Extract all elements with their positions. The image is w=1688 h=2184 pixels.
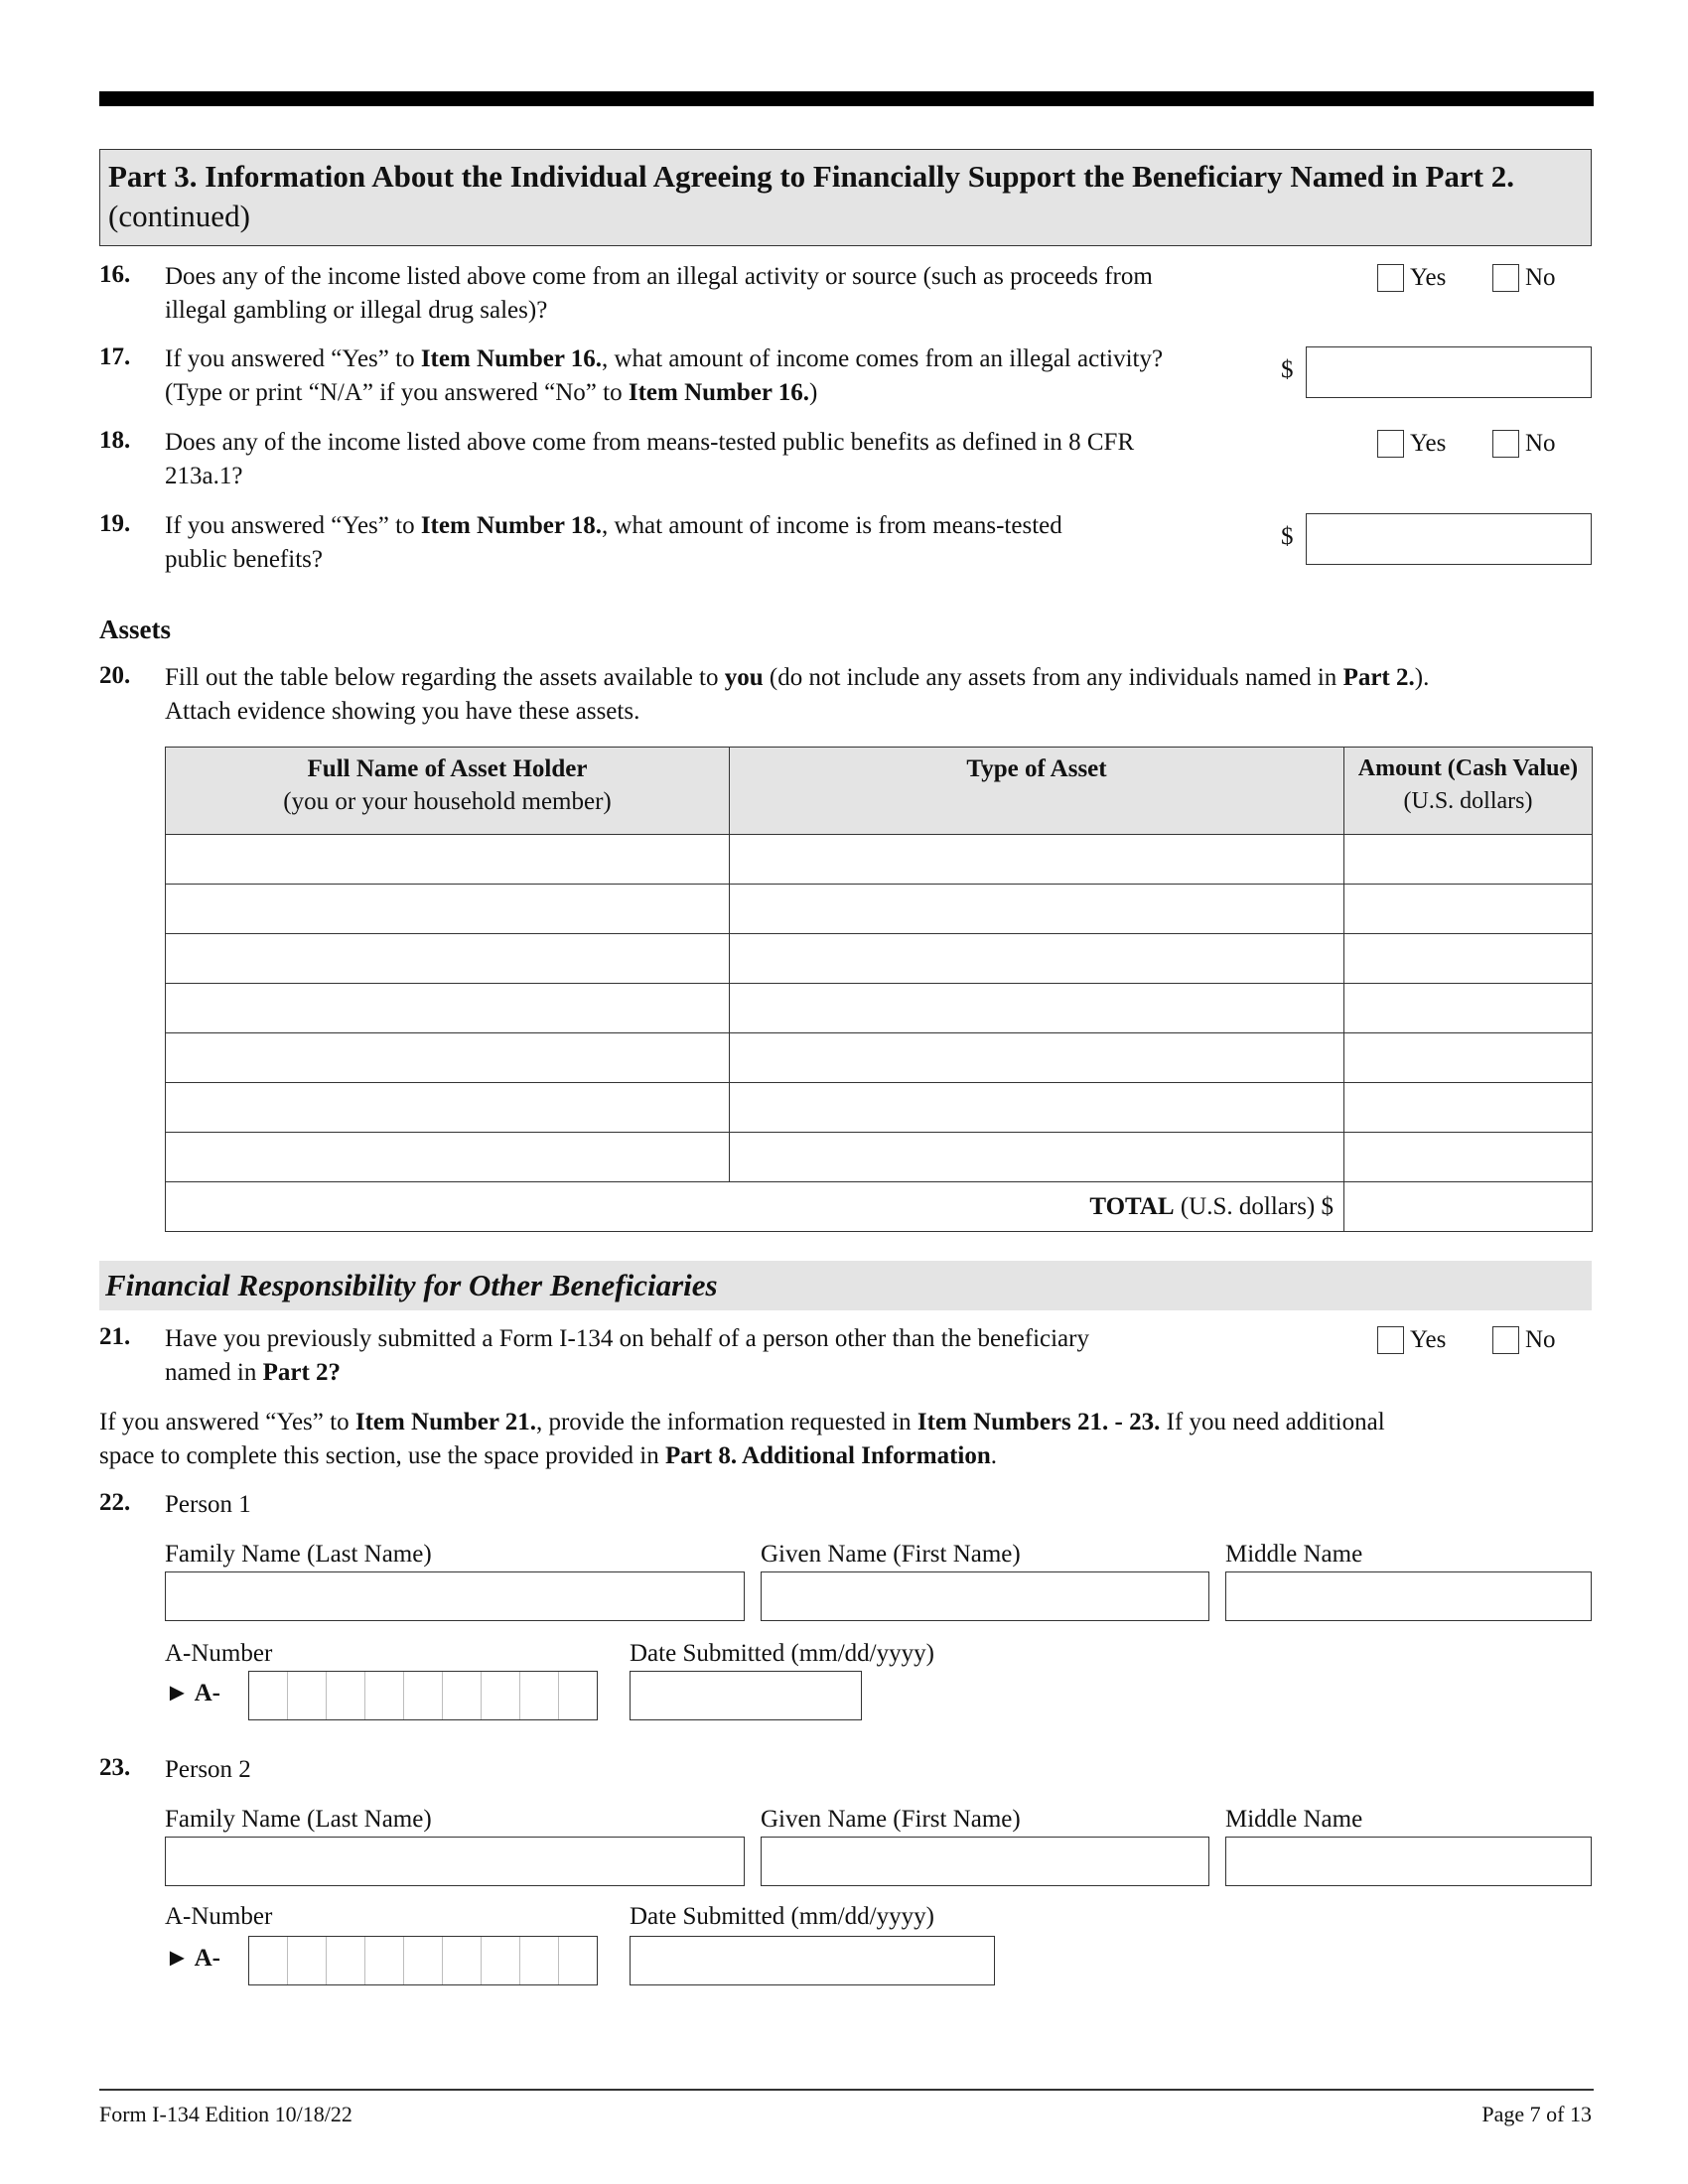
person-1-anumber-label: A-Number [165, 1640, 273, 1667]
asset-amount-input[interactable] [1344, 1083, 1592, 1132]
instr-c: , provide the information requested in [535, 1409, 917, 1435]
item-18-no[interactable] [1492, 430, 1556, 458]
item-16-no-label: No [1525, 264, 1556, 291]
item-20-l1e: ). [1414, 664, 1430, 691]
person-2-date-input[interactable] [630, 1936, 995, 1985]
item-17-l1a: If you answered “Yes” to [165, 345, 421, 372]
col-asset-holder-title: Full Name of Asset Holder [307, 755, 588, 782]
asset-amount-input[interactable] [1344, 1033, 1592, 1082]
person-1-date-input[interactable] [630, 1671, 862, 1720]
asset-type-input[interactable] [730, 885, 1343, 933]
digit-cell[interactable] [365, 1937, 404, 1984]
digit-cell[interactable] [520, 1672, 559, 1719]
asset-holder-input[interactable] [166, 984, 729, 1032]
item-19-l1c: , what amount of income is from means-tested [601, 512, 1062, 539]
item-21-text [165, 1322, 1089, 1390]
item-19-amount-input[interactable] [1306, 513, 1592, 565]
item-17-l2a: (Type or print “N/A” if you answered “No” to [165, 379, 629, 406]
instr-g: Part 8. Additional Information [664, 1442, 991, 1469]
asset-amount-input[interactable] [1344, 984, 1592, 1032]
asset-type-input[interactable] [730, 984, 1343, 1032]
table-row [166, 835, 1593, 885]
item-18-line2: 213a.1? [165, 463, 243, 489]
item-22-number: 22. [99, 1489, 131, 1516]
item-18-no-checkbox[interactable] [1492, 430, 1519, 458]
item-16-line1: Does any of the income listed above come from an illegal activity or source (such as proceeds from [165, 263, 1153, 290]
item-16-line2: illegal gambling or illegal drug sales)? [165, 297, 548, 324]
item-16-yes-label: Yes [1410, 264, 1447, 291]
item-20-l1b: you [724, 664, 764, 691]
item-18-yes[interactable] [1377, 430, 1446, 458]
item-19-l1a: If you answered “Yes” to [165, 512, 421, 539]
person-1-title: Person 1 [165, 1491, 251, 1518]
item-17-text [165, 342, 1163, 410]
digit-cell[interactable] [520, 1937, 559, 1984]
digit-cell[interactable] [443, 1937, 482, 1984]
asset-holder-input[interactable] [166, 1083, 729, 1132]
digit-cell[interactable] [482, 1672, 520, 1719]
item-21-no-checkbox[interactable] [1492, 1326, 1519, 1354]
item-17-number: 17. [99, 343, 131, 370]
item-20-number: 20. [99, 662, 131, 689]
total-amount-input[interactable] [1344, 1182, 1592, 1231]
person-1-date-label: Date Submitted (mm/dd/yyyy) [630, 1640, 934, 1667]
person-1-anumber-prefix: ► A- [165, 1680, 220, 1706]
person-2-middle-label: Middle Name [1225, 1806, 1363, 1833]
part-3-header [99, 149, 1592, 246]
item-23-number: 23. [99, 1754, 131, 1781]
item-16-yes-checkbox[interactable] [1377, 264, 1404, 292]
person-1-middle-label: Middle Name [1225, 1541, 1363, 1568]
asset-holder-input[interactable] [166, 835, 729, 884]
item-17-l1b: Item Number 16. [420, 345, 602, 372]
table-row [166, 934, 1593, 984]
total-bold: TOTAL [1089, 1192, 1175, 1220]
person-1-given-input[interactable] [761, 1571, 1209, 1621]
digit-cell[interactable] [443, 1672, 482, 1719]
item-21-line1: Have you previously submitted a Form I-134 on behalf of a person other than the beneficiary [165, 1325, 1089, 1352]
instructions-text [99, 1406, 1385, 1473]
asset-amount-input[interactable] [1344, 1133, 1592, 1181]
item-18-yes-label: Yes [1410, 430, 1447, 457]
asset-holder-input[interactable] [166, 885, 729, 933]
item-18-yes-checkbox[interactable] [1377, 430, 1404, 458]
item-19-dollar-sign: $ [1281, 523, 1294, 550]
item-16-yes[interactable] [1377, 264, 1446, 292]
col-asset-amount-title: Amount (Cash Value) [1357, 755, 1579, 781]
col-asset-type [730, 748, 1344, 835]
digit-cell[interactable] [327, 1672, 365, 1719]
digit-cell[interactable] [365, 1672, 404, 1719]
digit-cell[interactable] [404, 1937, 443, 1984]
item-20-line2: Attach evidence showing you have these assets. [165, 698, 640, 725]
item-17-l2b: Item Number 16. [628, 379, 810, 406]
asset-type-input[interactable] [730, 1033, 1343, 1082]
item-18-line1: Does any of the income listed above come from means-tested public benefits as defined in 8 CFR [165, 429, 1135, 456]
total-row [166, 1182, 1593, 1232]
asset-amount-input[interactable] [1344, 885, 1592, 933]
person-1-family-input[interactable] [165, 1571, 745, 1621]
item-18-text [165, 426, 1134, 493]
col-asset-amount [1344, 748, 1593, 835]
person-1-given-label: Given Name (First Name) [761, 1541, 1021, 1568]
item-16-no-checkbox[interactable] [1492, 264, 1519, 292]
col-asset-amount-sub: (U.S. dollars) [1403, 788, 1533, 814]
item-21-no[interactable] [1492, 1326, 1556, 1354]
digit-cell[interactable] [559, 1937, 597, 1984]
table-row [166, 885, 1593, 934]
instr-h: . [990, 1442, 998, 1469]
item-21-l2b: Part 2? [262, 1359, 342, 1386]
total-label [166, 1182, 1344, 1232]
table-row [166, 1133, 1593, 1182]
item-19-number: 19. [99, 510, 131, 537]
person-2-date-label: Date Submitted (mm/dd/yyyy) [630, 1903, 934, 1930]
asset-type-input[interactable] [730, 1133, 1343, 1181]
person-2-middle-input[interactable] [1225, 1837, 1592, 1886]
item-21-no-label: No [1525, 1326, 1556, 1353]
part-header-bold: Part 3. Information About the Individual Agreeing to Financially Support the Beneficiary Named in Part 2. [108, 159, 1514, 194]
instr-d: Item Numbers 21. - 23. [916, 1409, 1161, 1435]
item-20-l1d: Part 2. [1342, 664, 1415, 691]
digit-cell[interactable] [249, 1937, 288, 1984]
digit-cell[interactable] [482, 1937, 520, 1984]
person-2-given-input[interactable] [761, 1837, 1209, 1886]
instr-a: If you answered “Yes” to [99, 1409, 355, 1435]
item-16-number: 16. [99, 261, 131, 288]
item-21-yes[interactable] [1377, 1326, 1446, 1354]
instr-f: space to complete this section, use the space provided in [99, 1442, 665, 1469]
asset-holder-input[interactable] [166, 1033, 729, 1082]
person-2-anumber-input[interactable] [248, 1936, 598, 1985]
col-asset-holder-sub: (you or your household member) [283, 788, 612, 815]
person-2-anumber-label: A-Number [165, 1903, 273, 1930]
footer-form-edition: Form I-134 Edition 10/18/22 [99, 2102, 352, 2126]
asset-holder-input[interactable] [166, 1133, 729, 1181]
instr-b: Item Number 21. [354, 1409, 536, 1435]
item-20-l1a: Fill out the table below regarding the assets available to [165, 664, 725, 691]
asset-amount-input[interactable] [1344, 934, 1592, 983]
asset-amount-input[interactable] [1344, 835, 1592, 884]
item-20-text [165, 661, 1429, 729]
assets-table [165, 747, 1593, 1232]
instr-e: If you need additional [1160, 1409, 1385, 1435]
footer-page-number: Page 7 of 13 [1481, 2102, 1592, 2126]
item-17-l2c: ) [809, 379, 818, 406]
item-17-amount-input[interactable] [1306, 346, 1592, 398]
person-2-title: Person 2 [165, 1756, 251, 1783]
item-18-number: 18. [99, 427, 131, 454]
item-17-dollar-sign: $ [1281, 356, 1294, 383]
footer-rule [99, 2089, 1594, 2091]
top-rule [99, 91, 1594, 106]
item-21-number: 21. [99, 1323, 131, 1350]
digit-cell[interactable] [249, 1672, 288, 1719]
item-17-l1c: , what amount of income comes from an illegal activity? [601, 345, 1164, 372]
person-1-middle-input[interactable] [1225, 1571, 1592, 1621]
item-20-l1c: (do not include any assets from any individuals named in [763, 664, 1343, 691]
person-2-given-label: Given Name (First Name) [761, 1806, 1021, 1833]
item-21-yes-label: Yes [1410, 1326, 1447, 1353]
item-21-yes-checkbox[interactable] [1377, 1326, 1404, 1354]
item-19-text [165, 509, 1062, 577]
item-18-no-label: No [1525, 430, 1556, 457]
digit-cell[interactable] [288, 1937, 327, 1984]
person-2-family-input[interactable] [165, 1837, 745, 1886]
digit-cell[interactable] [327, 1937, 365, 1984]
item-16-text [165, 260, 1153, 328]
table-row [166, 1033, 1593, 1083]
person-1-anumber-input[interactable] [248, 1671, 598, 1720]
item-21-l2a: named in [165, 1359, 263, 1386]
total-rest: (U.S. dollars) $ [1174, 1192, 1334, 1220]
digit-cell[interactable] [559, 1672, 597, 1719]
assets-table-header [166, 748, 1593, 835]
digit-cell[interactable] [404, 1672, 443, 1719]
section-other-beneficiaries: Financial Responsibility for Other Beneficiaries [99, 1261, 1592, 1310]
item-19-l1b: Item Number 18. [420, 512, 602, 539]
asset-holder-input[interactable] [166, 934, 729, 983]
person-2-anumber-prefix: ► A- [165, 1945, 220, 1972]
person-2-family-label: Family Name (Last Name) [165, 1806, 432, 1833]
person-1-family-label: Family Name (Last Name) [165, 1541, 432, 1568]
col-asset-type-title: Type of Asset [966, 755, 1107, 782]
digit-cell[interactable] [288, 1672, 327, 1719]
item-16-no[interactable] [1492, 264, 1556, 292]
table-row [166, 984, 1593, 1033]
asset-type-input[interactable] [730, 835, 1343, 884]
item-19-line2: public benefits? [165, 546, 323, 573]
asset-type-input[interactable] [730, 1083, 1343, 1132]
asset-type-input[interactable] [730, 934, 1343, 983]
part-header-continued: (continued) [108, 199, 250, 233]
table-row [166, 1083, 1593, 1133]
assets-heading: Assets [99, 614, 171, 644]
col-asset-holder [166, 748, 730, 835]
